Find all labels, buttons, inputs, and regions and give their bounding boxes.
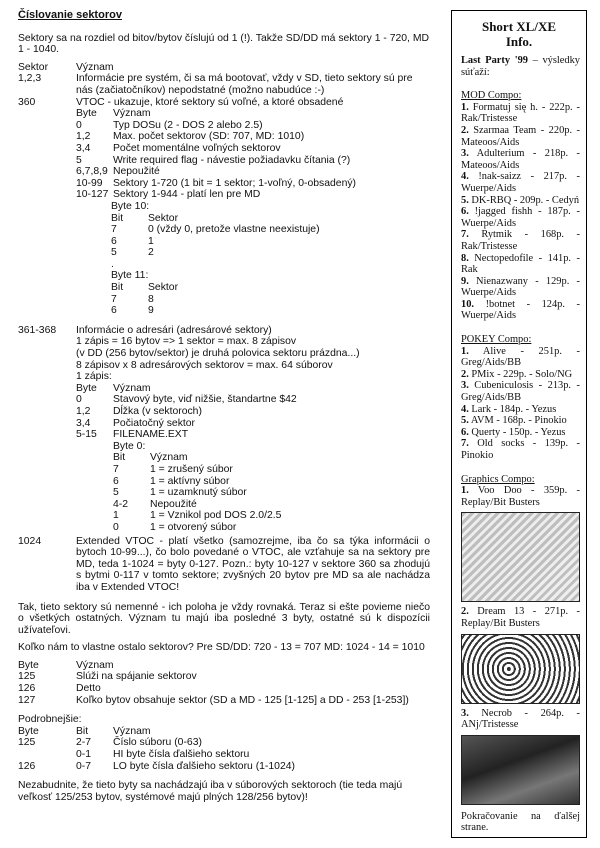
byte11-row bbox=[111, 305, 430, 317]
dir-rows bbox=[76, 394, 430, 440]
byte10-row-value: 2 bbox=[148, 247, 154, 259]
pokey-compo-title: POKEY Compo: bbox=[461, 334, 532, 346]
pokey-entry-text: Querty - 150p. - Yezus bbox=[468, 426, 566, 438]
vyznam-header: Význam bbox=[150, 452, 188, 464]
byte10-block bbox=[111, 201, 430, 317]
dir-row bbox=[76, 429, 430, 441]
dir-row-value: Dĺžka (v sektoroch) bbox=[113, 406, 202, 417]
final-paragraph: Nezabudnite, že tieto byty sa nachádzajú iba v súborových sektoroch (tie teda majú veľkosť 125/253 bytov, systémové majú plných 128/256 bytov)! bbox=[18, 780, 403, 803]
byte11-row-value: 8 bbox=[148, 293, 154, 305]
header-sektor: Sektor bbox=[18, 61, 49, 73]
mod-compo-list bbox=[461, 102, 580, 322]
voodoo-picture bbox=[461, 512, 580, 602]
vtoc-row-value: Max. počet sektorov (SD: 707, MD: 1010) bbox=[113, 131, 305, 143]
graphics-entry-text: Voo Doo - 359p. - Replay/Bit Busters bbox=[461, 485, 580, 508]
sector-number: 360 bbox=[18, 96, 36, 108]
pokey-entry-rank: 2. bbox=[461, 368, 469, 380]
bit-header: Bit bbox=[76, 725, 89, 737]
byte11-row bbox=[111, 294, 430, 306]
vtoc-row-key: 10-99 bbox=[76, 177, 103, 189]
ellipsis-dot: . bbox=[111, 258, 114, 270]
byte0-row-value: 1 = uzamknutý súbor bbox=[150, 487, 247, 499]
mod-entry-rank: 8. bbox=[461, 252, 469, 264]
sidebar-heading-line2: Info. bbox=[505, 34, 533, 49]
graphics-entry bbox=[461, 606, 580, 629]
last-byte-row-key: 126 bbox=[18, 683, 36, 695]
byte11-row-key: 7 bbox=[111, 293, 117, 305]
vtoc-row bbox=[76, 166, 430, 178]
graphics-entry-rank: 3. bbox=[461, 707, 469, 719]
graphics-compo-title: Graphics Compo: bbox=[461, 473, 535, 485]
last-byte-row bbox=[18, 695, 430, 707]
mod-entry-text: Formatuj się h. - 222p. - Rak/Tristesse bbox=[461, 101, 580, 125]
sector-description bbox=[76, 325, 430, 383]
byte10-row-value: 1 bbox=[148, 235, 154, 247]
sector-row-1024 bbox=[18, 536, 430, 594]
party-subtitle: – výsledky súťaží: bbox=[461, 55, 580, 78]
directory-byte-table bbox=[76, 383, 430, 534]
sector-number: 1,2,3 bbox=[18, 73, 42, 85]
vtoc-row bbox=[76, 131, 430, 143]
mod-entry bbox=[461, 102, 580, 125]
vtoc-row-key: 10-127 bbox=[76, 189, 109, 201]
mod-entry-text: !botnet - 124p. - Wuerpe/Aids bbox=[461, 298, 580, 322]
pokey-compo-list bbox=[461, 346, 580, 462]
vtoc-row-value: Write required flag - návestie požiadavku čítania (?) bbox=[113, 154, 351, 166]
byte0-row-key: 1 bbox=[113, 510, 119, 522]
byte0-title: Byte 0: bbox=[113, 440, 146, 452]
byte-header: Byte bbox=[76, 382, 97, 394]
byte10-row bbox=[111, 224, 430, 236]
vtoc-row-key: 5 bbox=[76, 154, 82, 166]
directory-info-line: (v DD (256 bytov/sektor) je druhá polovica sektoru prázdna...) bbox=[76, 348, 360, 360]
sektor-header: Sektor bbox=[148, 212, 179, 224]
byte0-row bbox=[113, 487, 430, 499]
byte0-row-key: 7 bbox=[113, 463, 119, 475]
sidebar-box bbox=[451, 10, 587, 838]
pokey-entry bbox=[461, 438, 580, 461]
vtoc-row bbox=[76, 155, 430, 167]
podrob-row bbox=[18, 737, 430, 749]
vtoc-row-key: 6,7,8,9 bbox=[76, 166, 108, 178]
podrob-byte: 125 bbox=[18, 737, 36, 749]
mod-entry bbox=[461, 195, 580, 207]
vtoc-row bbox=[76, 143, 430, 155]
sidebar-heading bbox=[452, 19, 586, 49]
byte0-block bbox=[113, 441, 430, 534]
byte10-header bbox=[111, 213, 430, 225]
byte-header: Byte bbox=[76, 108, 97, 120]
podrob-vyznam: Číslo súboru (0-63) bbox=[113, 737, 202, 749]
necrob-picture bbox=[461, 735, 580, 805]
byte0-row bbox=[113, 510, 430, 522]
mod-entry-text: !nak-saizz - 217p. - Wuerpe/Aids bbox=[461, 171, 580, 194]
last-byte-row-value: Detto bbox=[76, 683, 101, 695]
bit-header: Bit bbox=[113, 452, 126, 464]
byte0-row-key: 4-2 bbox=[113, 498, 129, 510]
dir-row-key: 1,2 bbox=[76, 406, 91, 417]
directory-info-line: 1 zápis: bbox=[76, 371, 112, 383]
paragraph-fixed-sectors: Tak, tieto sektory sú nemenné - ich poloha je vždy rovnaká. Teraz si ešte povieme niečo o všetkých ostatných. Význam tu majú iba posledné 3 byty, ostatné sú k dispozícii užívateľovi. bbox=[18, 601, 430, 636]
last-byte-row-value: Slúži na spájanie sektorov bbox=[76, 671, 197, 683]
byte10-row-key: 7 bbox=[111, 224, 117, 236]
mod-entry-rank: 9. bbox=[461, 275, 469, 287]
podrob-rows bbox=[18, 737, 430, 772]
vtoc-row-key: 1,2 bbox=[76, 131, 91, 143]
graphics-entry-text: Necrob - 264p. - ANj/Tristesse bbox=[461, 707, 580, 731]
byte0-row-key: 0 bbox=[113, 521, 119, 533]
vtoc-row-key: 0 bbox=[76, 119, 82, 131]
bit-header: Bit bbox=[111, 212, 124, 224]
vtoc-row bbox=[76, 178, 430, 190]
podrob-vyznam: LO byte čísla ďalšieho sektoru (1-1024) bbox=[113, 760, 295, 772]
byte0-rows bbox=[113, 464, 430, 534]
sector-row-123 bbox=[18, 73, 430, 96]
mod-entry-text: Rytmik - 168p. - Rak/Tristesse bbox=[461, 229, 580, 252]
pokey-entry-text: Lark - 184p. - Yezus bbox=[468, 403, 557, 415]
mod-entry bbox=[461, 276, 580, 299]
graphics-entry bbox=[461, 485, 580, 508]
vtoc-row-value: Sektory 1-720 (1 bit = 1 sektor; 1-voľný, 0-obsadený) bbox=[113, 177, 357, 189]
byte10-row-key: 5 bbox=[111, 247, 117, 259]
vyznam-header: Význam bbox=[76, 659, 114, 671]
directory-info-line: Informácie o adresári (adresárové sektory) bbox=[76, 324, 272, 336]
byte0-row bbox=[113, 464, 430, 476]
mod-entry-rank: 5. bbox=[461, 194, 469, 206]
last-byte-row bbox=[18, 671, 430, 683]
pokey-entry-rank: 4. bbox=[461, 403, 469, 415]
byte0-row-value: Nepoužité bbox=[150, 498, 197, 510]
dir-row-key: 0 bbox=[76, 394, 82, 406]
podrob-bit: 2-7 bbox=[76, 737, 92, 749]
vtoc-row-value: Typ DOSu (2 - DOS 2 alebo 2.5) bbox=[113, 119, 263, 131]
last-byte-row-value: Koľko bytov obsahuje sektor (SD a MD - 125 [1-125] a DD - 253 [1-253]) bbox=[76, 694, 409, 706]
dir-row bbox=[76, 418, 430, 430]
byte-header: Byte bbox=[18, 659, 39, 671]
byte11-header bbox=[111, 282, 430, 294]
mod-entry-rank: 6. bbox=[461, 206, 469, 218]
podrob-row bbox=[18, 761, 430, 773]
byte0-row-value: 1 = Vznikol pod DOS 2.0/2.5 bbox=[150, 510, 282, 522]
mod-entry bbox=[461, 148, 580, 171]
mod-entry-text: Szarmaa Team - 220p. - Mateoos/Aids bbox=[461, 124, 580, 148]
mod-entry-text: Nienazwany - 129p. - Wuerpe/Aids bbox=[461, 275, 580, 299]
intro-paragraph: Sektory sa na rozdiel od bitov/bytov číslujú od 1 (!). Takže SD/DD má sektory 1 - 720, MD 1 - 1040. bbox=[18, 32, 429, 56]
byte11-row-value: 9 bbox=[148, 305, 154, 317]
mod-entry-rank: 4. bbox=[461, 171, 469, 183]
mod-entry bbox=[461, 206, 580, 229]
vtoc-row-value: Sektory 1-944 - platí len pre MD bbox=[113, 189, 261, 201]
byte0-row-value: 1 = otvorený súbor bbox=[150, 521, 237, 533]
byte10-row-value: 0 (vždy 0, pretože vlastne neexistuje) bbox=[148, 224, 320, 236]
party-name: Last Party '99 bbox=[461, 55, 528, 66]
pokey-entry-rank: 7. bbox=[461, 438, 469, 450]
dir-row bbox=[76, 406, 430, 418]
party-intro bbox=[461, 55, 580, 78]
mod-entry-text: Nectopedofile - 141p. - Rak bbox=[461, 252, 580, 276]
vtoc-row-value: Počet momentálne voľných sektorov bbox=[113, 142, 281, 154]
pokey-entry-text: Alive - 251p. - Greg/Aids/BB bbox=[461, 345, 580, 369]
mod-entry-rank: 2. bbox=[461, 124, 469, 136]
byte0-row-value: 1 = zrušený súbor bbox=[150, 463, 233, 475]
byte10-title: Byte 10: bbox=[111, 200, 150, 212]
pokey-entry-rank: 3. bbox=[461, 380, 469, 392]
mod-entry bbox=[461, 299, 580, 322]
vtoc-row-value: Nepoužité bbox=[113, 166, 160, 178]
mod-entry-text: Adulterium - 218p. - Mateoos/Aids bbox=[461, 148, 580, 171]
pokey-entry-text: PMix - 229p. - Solo/NG bbox=[468, 368, 573, 380]
last-bytes-rows bbox=[18, 671, 430, 706]
mod-entry-rank: 3. bbox=[461, 148, 469, 160]
dir-header bbox=[76, 383, 430, 395]
dir-row-key: 3,4 bbox=[76, 417, 91, 429]
continue-note: Pokračovanie na ďalšej strane. bbox=[461, 810, 580, 834]
dir-row-value: Počiatočný sektor bbox=[113, 417, 196, 429]
byte0-row-key: 6 bbox=[113, 475, 119, 487]
byte0-row bbox=[113, 476, 430, 488]
podrobnejsie-title: Podrobnejšie: bbox=[18, 714, 82, 726]
byte10-row-key: 6 bbox=[111, 235, 117, 247]
header-vyznam: Význam bbox=[76, 61, 114, 73]
pokey-entry bbox=[461, 369, 580, 381]
pokey-entry-rank: 6. bbox=[461, 426, 469, 438]
byte0-header bbox=[113, 452, 430, 464]
podrob-bit: 0-7 bbox=[76, 760, 92, 772]
graphics-entry-text: Dream 13 - 271p. - Replay/Bit Busters bbox=[461, 606, 580, 629]
article bbox=[18, 10, 430, 809]
byte10-row bbox=[111, 247, 430, 259]
pokey-entry-text: Old socks - 139p. - Pinokio bbox=[461, 438, 580, 461]
byte11-row-key: 6 bbox=[111, 305, 117, 317]
vtoc-row-key: 3,4 bbox=[76, 142, 91, 154]
last-byte-row-key: 125 bbox=[18, 671, 36, 683]
graphics-entry-rank: 1. bbox=[461, 485, 469, 497]
sidebar-heading-line1: Short XL/XE bbox=[481, 19, 557, 34]
mod-compo-title: MOD Compo: bbox=[461, 90, 522, 102]
podrob-header bbox=[18, 726, 430, 738]
mod-entry bbox=[461, 253, 580, 276]
pokey-entry bbox=[461, 346, 580, 369]
last-byte-row-key: 127 bbox=[18, 694, 36, 706]
dir-row-key: 5-15 bbox=[76, 429, 97, 441]
sektor-header: Sektor bbox=[148, 282, 179, 294]
pokey-entry-text: AVM - 168p. - Pinokio bbox=[468, 415, 567, 427]
byte0-row-value: 1 = aktívny súbor bbox=[150, 475, 230, 487]
vyznam-header: Význam bbox=[113, 725, 151, 737]
sector-row-360 bbox=[18, 97, 430, 109]
podrob-bit: 0-1 bbox=[76, 749, 92, 761]
byte0-row bbox=[113, 522, 430, 534]
vyznam-header: Význam bbox=[113, 382, 151, 394]
sector-row-361 bbox=[18, 325, 430, 383]
podrob-vyznam: HI byte čísla ďalšieho sektoru bbox=[113, 749, 250, 761]
mod-entry-rank: 7. bbox=[461, 229, 469, 241]
vtoc-row bbox=[76, 189, 430, 201]
graphics-entry bbox=[461, 708, 580, 731]
pokey-entry bbox=[461, 427, 580, 439]
byte10-row bbox=[111, 236, 430, 248]
mod-entry-text: !jagged fishh - 187p. - Wuerpe/Aids bbox=[461, 206, 580, 229]
pokey-entry-text: Cubeniculosis - 213p. - Greg/Aids/BB bbox=[461, 380, 580, 404]
vtoc-row bbox=[76, 120, 430, 132]
dream-picture bbox=[461, 634, 580, 704]
byte0-row-key: 5 bbox=[113, 487, 119, 499]
dir-row bbox=[76, 394, 430, 406]
directory-info-line: 1 zápis = 16 bytov => 1 sektor = max. 8 zápisov bbox=[76, 336, 297, 348]
vtoc-byte-table bbox=[76, 108, 430, 317]
pokey-entry bbox=[461, 415, 580, 427]
vtoc-header bbox=[76, 108, 430, 120]
article-title: Číslovanie sektorov bbox=[18, 9, 122, 21]
mod-entry-rank: 1. bbox=[461, 101, 469, 113]
sector-description: Informácie pre systém, či sa má bootovať, vždy v SD, tieto sektory sú pre nás (začiatočníkov) nepodstatné (možno nabudúce :-) bbox=[76, 73, 413, 96]
podrob-byte: 126 bbox=[18, 760, 36, 772]
byte11-title: Byte 11: bbox=[111, 270, 149, 282]
graphics-entry-rank: 2. bbox=[461, 606, 469, 618]
sector-description: VTOC - ukazuje, ktoré sektory sú voľné, a ktoré obsadené bbox=[76, 96, 344, 108]
byte11-rows bbox=[111, 294, 430, 317]
pokey-entry-rank: 1. bbox=[461, 345, 469, 357]
vtoc-rows bbox=[76, 120, 430, 201]
pokey-entry bbox=[461, 380, 580, 403]
bit-header: Bit bbox=[111, 282, 124, 294]
sector-number: 1024 bbox=[18, 535, 42, 547]
mod-entry bbox=[461, 229, 580, 252]
byte-header: Byte bbox=[18, 725, 39, 737]
podrob-row bbox=[18, 749, 430, 761]
mod-entry bbox=[461, 125, 580, 148]
paragraph-remaining: Koľko nám to vlastne ostalo sektorov? Pre SD/DD: 720 - 13 = 707 MD: 1024 - 14 = 1010 bbox=[18, 642, 425, 654]
pokey-entry bbox=[461, 404, 580, 416]
mod-entry bbox=[461, 171, 580, 194]
dir-row-value: Stavový byte, viď nižšie, štandartne $42 bbox=[113, 394, 297, 406]
mod-entry-rank: 10. bbox=[461, 298, 474, 310]
directory-info-line: 8 zápisov x 8 adresárových sektorov = max. 64 súborov bbox=[76, 359, 333, 371]
last-bytes-header bbox=[18, 660, 430, 672]
sector-table-header bbox=[18, 62, 430, 74]
sector-number: 361-368 bbox=[18, 324, 57, 336]
mod-entry-text: DK-RBQ - 209p. - Cedyń bbox=[468, 194, 580, 206]
vyznam-header: Význam bbox=[113, 108, 151, 120]
pokey-entry-rank: 5. bbox=[461, 415, 469, 427]
dir-row-value: FILENAME.EXT bbox=[113, 429, 189, 441]
byte0-row bbox=[113, 499, 430, 511]
last-byte-row bbox=[18, 683, 430, 695]
sector-description: Extended VTOC - platí všetko (samozrejme, iba čo sa týka informácii o bytoch 10-99...), čo bolo povedané o VTOC, ale vzťahuje sa na sektory pre MD, teda 1-1024 = byty 0-127. Pozn.: byty 10-127 v sektore 360 sa zhodujú s bytmi 0-117 v tomto sektore; zvyšných 20 bytov pre MD sa ale nachádza iba v Extended VTOC! bbox=[76, 535, 430, 593]
byte10-rows bbox=[111, 224, 430, 259]
